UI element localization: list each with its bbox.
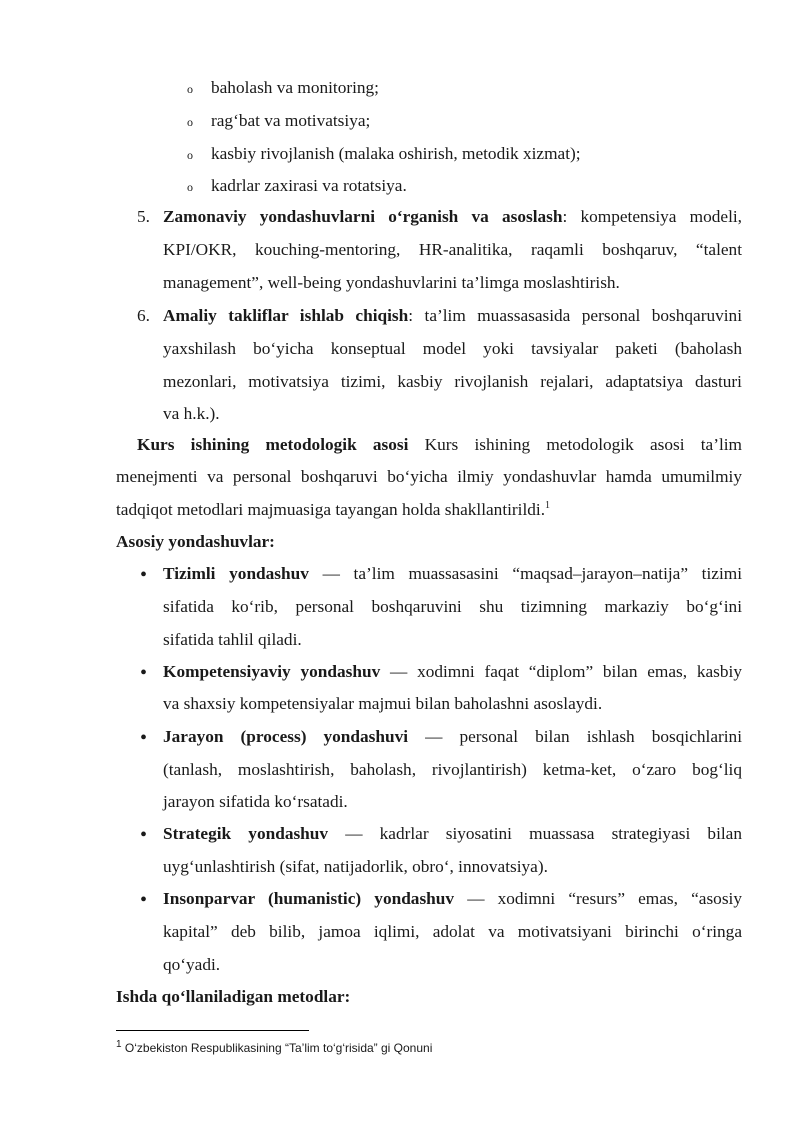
item-text: : ta’lim muassasasida personal boshqaruvini [408,306,743,325]
item-title: Zamonaviy yondashuvlarni o‘rganish va asoslash [163,207,563,226]
list-item-line: sifatida tahlil qiladi. [163,630,302,649]
footnote-separator [116,1030,309,1031]
list-item-text: — personal bilan ishlash bosqichlarini [408,727,742,746]
list-item-text: — xodimni faqat “diplom” bilan emas, kasbiy [380,662,742,681]
list-item-line: jarayon sifatida ko‘rsatadi. [163,792,348,811]
bullet-marker: • [140,824,148,846]
footnote [116,1040,432,1056]
list-item-line [163,662,742,682]
list-item-line [163,889,742,909]
footnote-ref[interactable]: 1 [545,500,551,512]
list-item-title: Insonparvar (humanistic) yondashuv [163,889,455,908]
item-line: management”, well-being yondashuvlarini ta’limga moslashtirish. [163,273,620,292]
paragraph-title: Kurs ishining metodologik asosi [137,435,409,454]
list-item-text: — kadrlar siyosatini muassasa strategiyasi bilan [328,824,742,843]
item-line: va h.k.). [163,404,220,423]
item-line: yaxshilash bo‘yicha konseptual model yoki tavsiyalar paketi (baholash [163,339,742,358]
list-item-text: — xodimni “resurs” emas, “asosiy [454,889,742,908]
item-text: : kompetensiya modeli, [562,207,742,226]
footnote-text: O‘zbekiston Respublikasining “Ta’lim to‘g‘risida” gi Qonuni [121,1041,433,1055]
list-item-line [163,824,742,844]
list-item-line: kapital” deb bilib, jamoa iqlimi, adolat va motivatsiyani birinchi o‘ringa [163,922,742,941]
list-item-title: Kompetensiyaviy yondashuv [163,662,381,681]
list-item-line: (tanlash, moslashtirish, baholash, rivojlantirish) ketma-ket, o‘zaro bog‘liq [163,760,742,779]
paragraph-text: tadqiqot metodlari majmuasiga tayangan holda shakllantirildi. [116,500,546,519]
sub-list-item: rag‘bat va motivatsiya; [211,111,371,130]
sub-list-marker: o [187,180,193,194]
section-heading-approaches: Asosiy yondashuvlar: [116,532,275,551]
footnote-number: 1 [116,1039,122,1050]
sub-list-marker: o [187,115,193,129]
list-item-line: qo‘yadi. [163,955,221,974]
item-number: 5. [137,207,150,226]
bullet-marker: • [140,889,148,911]
list-item-line: uyg‘unlashtirish (sifat, natijadorlik, obro‘, innovatsiya). [163,857,548,876]
list-item-text: — ta’lim muassasasini “maqsad–jarayon–natija” tizimi [308,564,742,583]
item-line [163,306,742,326]
sub-list-item: baholash va monitoring; [211,78,379,97]
item-number: 6. [137,306,150,325]
list-item-title: Jarayon (process) yondashuvi [163,727,409,746]
item-line [163,207,742,227]
bullet-marker: • [140,564,148,586]
item-line: mezonlari, motivatsiya tizimi, kasbiy rivojlanish rejalari, adaptatsiya dasturi [163,372,742,391]
item-line: KPI/OKR, kouching-mentoring, HR-analitika, raqamli boshqaruv, “talent [163,240,742,259]
paragraph-line: menejmenti va personal boshqaruvi bo‘yicha ilmiy yondashuvlar hamda umumilmiy [116,467,742,486]
bullet-marker: • [140,662,148,684]
list-item-line [163,727,742,747]
item-title: Amaliy takliflar ishlab chiqish [163,306,409,325]
sub-list-item: kadrlar zaxirasi va rotatsiya. [211,176,407,195]
list-item-title: Tizimli yondashuv [163,564,309,583]
sub-list-marker: o [187,148,193,162]
sub-list-marker: o [187,82,193,96]
list-item-title: Strategik yondashuv [163,824,329,843]
sub-list-item: kasbiy rivojlanish (malaka oshirish, metodik xizmat); [211,144,581,163]
list-item-line: sifatida ko‘rib, personal boshqaruvini shu tizimning markaziy bo‘g‘ini [163,597,742,616]
list-item-line: va shaxsiy kompetensiyalar majmui bilan baholashni asoslaydi. [163,694,603,713]
bullet-marker: • [140,727,148,749]
list-item-line [163,564,742,584]
paragraph-line [137,435,742,455]
paragraph-line [116,500,550,520]
paragraph-text: Kurs ishining metodologik asosi ta’lim [408,435,742,454]
section-heading-methods: Ishda qo‘llaniladigan metodlar: [116,987,351,1006]
